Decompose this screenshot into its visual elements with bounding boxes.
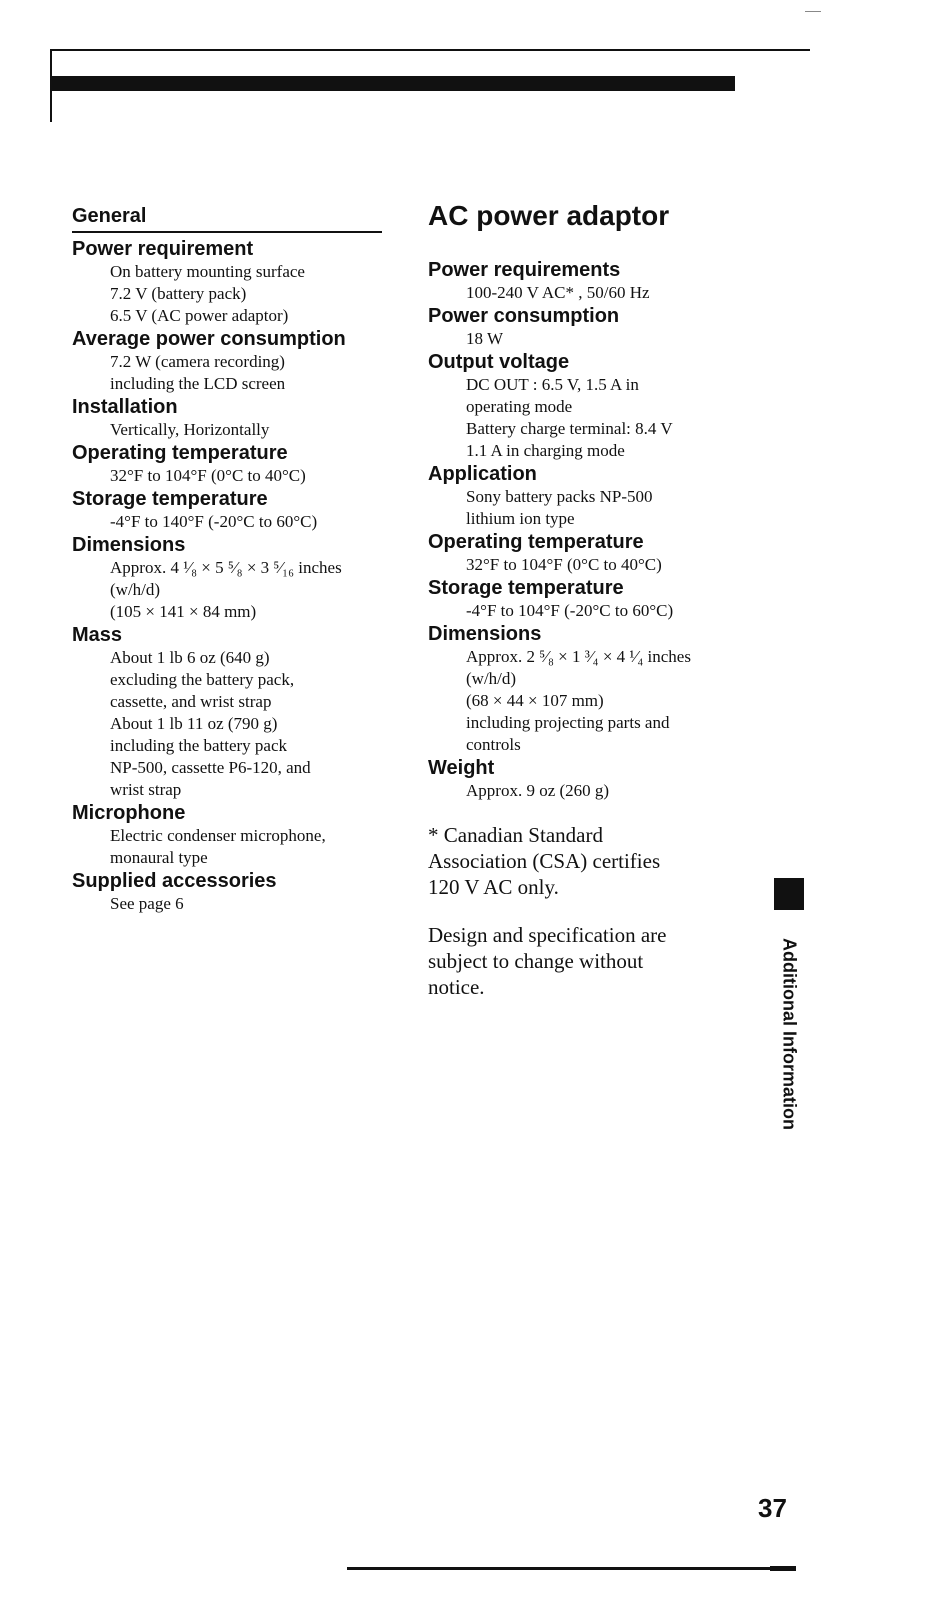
spec-operating-temperature bbox=[428, 530, 748, 576]
page-number: 37 bbox=[758, 1493, 787, 1523]
footnote-line: * Canadian Standard bbox=[428, 823, 603, 847]
spec-microphone bbox=[72, 801, 382, 869]
spec-value-line: 32°F to 104°F (0°C to 40°C) bbox=[466, 555, 662, 574]
footer-rule-end bbox=[770, 1566, 796, 1571]
spec-dimensions bbox=[72, 533, 382, 623]
footnote-line: 120 V AC only. bbox=[428, 875, 559, 899]
spec-label: Operating temperature bbox=[72, 442, 288, 464]
spec-value-line: 6.5 V (AC power adaptor) bbox=[110, 306, 289, 325]
spec-value-line: 32°F to 104°F (0°C to 40°C) bbox=[110, 466, 306, 485]
header-rule bbox=[50, 49, 810, 51]
spec-value-line: operating mode bbox=[466, 397, 573, 416]
spec-label: Dimensions bbox=[72, 534, 186, 556]
csa-footnote bbox=[428, 822, 728, 900]
spec-value-line: (105 × 141 × 84 mm) bbox=[110, 602, 257, 621]
spec-value-line: Approx. 2 ⁵⁄₈ × 1 ³⁄₄ × 4 ¹⁄₄ inches bbox=[466, 647, 691, 666]
spec-value-line: 18 W bbox=[466, 329, 503, 348]
spec-value-line: excluding the battery pack, bbox=[110, 670, 295, 689]
design-note-line: subject to change without bbox=[428, 949, 644, 973]
spec-value-line: Electric condenser microphone, bbox=[110, 826, 326, 845]
spec-value-line: DC OUT : 6.5 V, 1.5 A in bbox=[466, 375, 639, 394]
spec-application bbox=[428, 462, 748, 530]
general-underline bbox=[72, 231, 382, 233]
spec-value-line: -4°F to 104°F (-20°C to 60°C) bbox=[466, 601, 674, 620]
spec-label: Power consumption bbox=[428, 305, 620, 327]
spec-value-line: 1.1 A in charging mode bbox=[466, 441, 625, 460]
spec-value-line: Sony battery packs NP-500 bbox=[466, 487, 653, 506]
spec-value-line: About 1 lb 6 oz (640 g) bbox=[110, 648, 270, 667]
spec-label: Power requirement bbox=[72, 238, 254, 260]
spec-output-voltage bbox=[428, 350, 748, 462]
spec-value-line: About 1 lb 11 oz (790 g) bbox=[110, 714, 278, 733]
footnote-line: Association (CSA) certifies bbox=[428, 849, 661, 873]
spec-storage-temperature bbox=[72, 487, 382, 533]
general-title: General bbox=[72, 205, 147, 227]
spec-value-line: 100-240 V AC* , 50/60 Hz bbox=[466, 283, 650, 302]
spec-value-line: (w/h/d) bbox=[110, 580, 161, 599]
header-tick bbox=[50, 50, 52, 122]
spec-power-consumption bbox=[428, 304, 748, 350]
header-bar bbox=[50, 76, 735, 91]
spec-value-line: See page 6 bbox=[110, 894, 184, 913]
spec-power-requirements bbox=[428, 258, 748, 304]
spec-supplied-accessories bbox=[72, 869, 382, 915]
spec-value-line: including projecting parts and bbox=[466, 713, 670, 732]
spec-value-line: monaural type bbox=[110, 848, 208, 867]
spec-label: Power requirements bbox=[428, 259, 621, 281]
spec-value-line: Vertically, Horizontally bbox=[110, 420, 270, 439]
section-tab-marker bbox=[774, 878, 804, 910]
section-tab-label: Additional Information bbox=[779, 938, 800, 1130]
spec-value-line: Approx. 4 ¹⁄₈ × 5 ⁵⁄₈ × 3 ⁵⁄₁₆ inches bbox=[110, 558, 342, 577]
general-spec-list bbox=[72, 237, 382, 915]
spec-value-line: including the LCD screen bbox=[110, 374, 286, 393]
design-note bbox=[428, 922, 718, 1000]
spec-label: Weight bbox=[428, 757, 495, 779]
spec-operating-temperature bbox=[72, 441, 382, 487]
spec-value-line: including the battery pack bbox=[110, 736, 288, 755]
footer-rule bbox=[347, 1567, 795, 1570]
ac-adaptor-spec-list bbox=[428, 258, 748, 802]
spec-value-line: 7.2 V (battery pack) bbox=[110, 284, 247, 303]
spec-value-line: lithium ion type bbox=[466, 509, 575, 528]
spec-dimensions bbox=[428, 622, 748, 756]
general-column bbox=[72, 203, 382, 915]
spec-value-line: (68 × 44 × 107 mm) bbox=[466, 691, 604, 710]
spec-label: Mass bbox=[72, 624, 123, 646]
spec-power-requirement bbox=[72, 237, 382, 327]
spec-value-line: -4°F to 140°F (-20°C to 60°C) bbox=[110, 512, 318, 531]
spec-value-line: Battery charge terminal: 8.4 V bbox=[466, 419, 673, 438]
ac-adaptor-title: AC power adaptor bbox=[428, 200, 670, 231]
spec-label: Application bbox=[428, 463, 537, 485]
spec-value-line: NP-500, cassette P6-120, and bbox=[110, 758, 311, 777]
spec-storage-temperature bbox=[428, 576, 748, 622]
spec-value-line: wrist strap bbox=[110, 780, 182, 799]
spec-label: Dimensions bbox=[428, 623, 542, 645]
spec-value-line: 7.2 W (camera recording) bbox=[110, 352, 285, 371]
spec-weight bbox=[428, 756, 748, 802]
corner-mark bbox=[805, 11, 821, 12]
spec-mass bbox=[72, 623, 382, 801]
spec-value-line: cassette, and wrist strap bbox=[110, 692, 272, 711]
spec-average-power-consumption bbox=[72, 327, 382, 395]
spec-installation bbox=[72, 395, 382, 441]
spec-label: Output voltage bbox=[428, 351, 570, 373]
spec-label: Storage temperature bbox=[428, 577, 624, 599]
spec-label: Storage temperature bbox=[72, 488, 268, 510]
design-note-line: Design and specification are bbox=[428, 923, 667, 947]
spec-value-line: controls bbox=[466, 735, 521, 754]
spec-value-line: On battery mounting surface bbox=[110, 262, 305, 281]
spec-label: Microphone bbox=[72, 802, 186, 824]
spec-value-line: Approx. 9 oz (260 g) bbox=[466, 781, 610, 800]
spec-label: Supplied accessories bbox=[72, 870, 277, 892]
spec-label: Average power consumption bbox=[72, 328, 346, 350]
spec-label: Installation bbox=[72, 396, 178, 418]
spec-value-line: (w/h/d) bbox=[466, 669, 517, 688]
ac-adaptor-column bbox=[428, 198, 748, 1000]
spec-label: Operating temperature bbox=[428, 531, 644, 553]
design-note-line: notice. bbox=[428, 975, 485, 999]
